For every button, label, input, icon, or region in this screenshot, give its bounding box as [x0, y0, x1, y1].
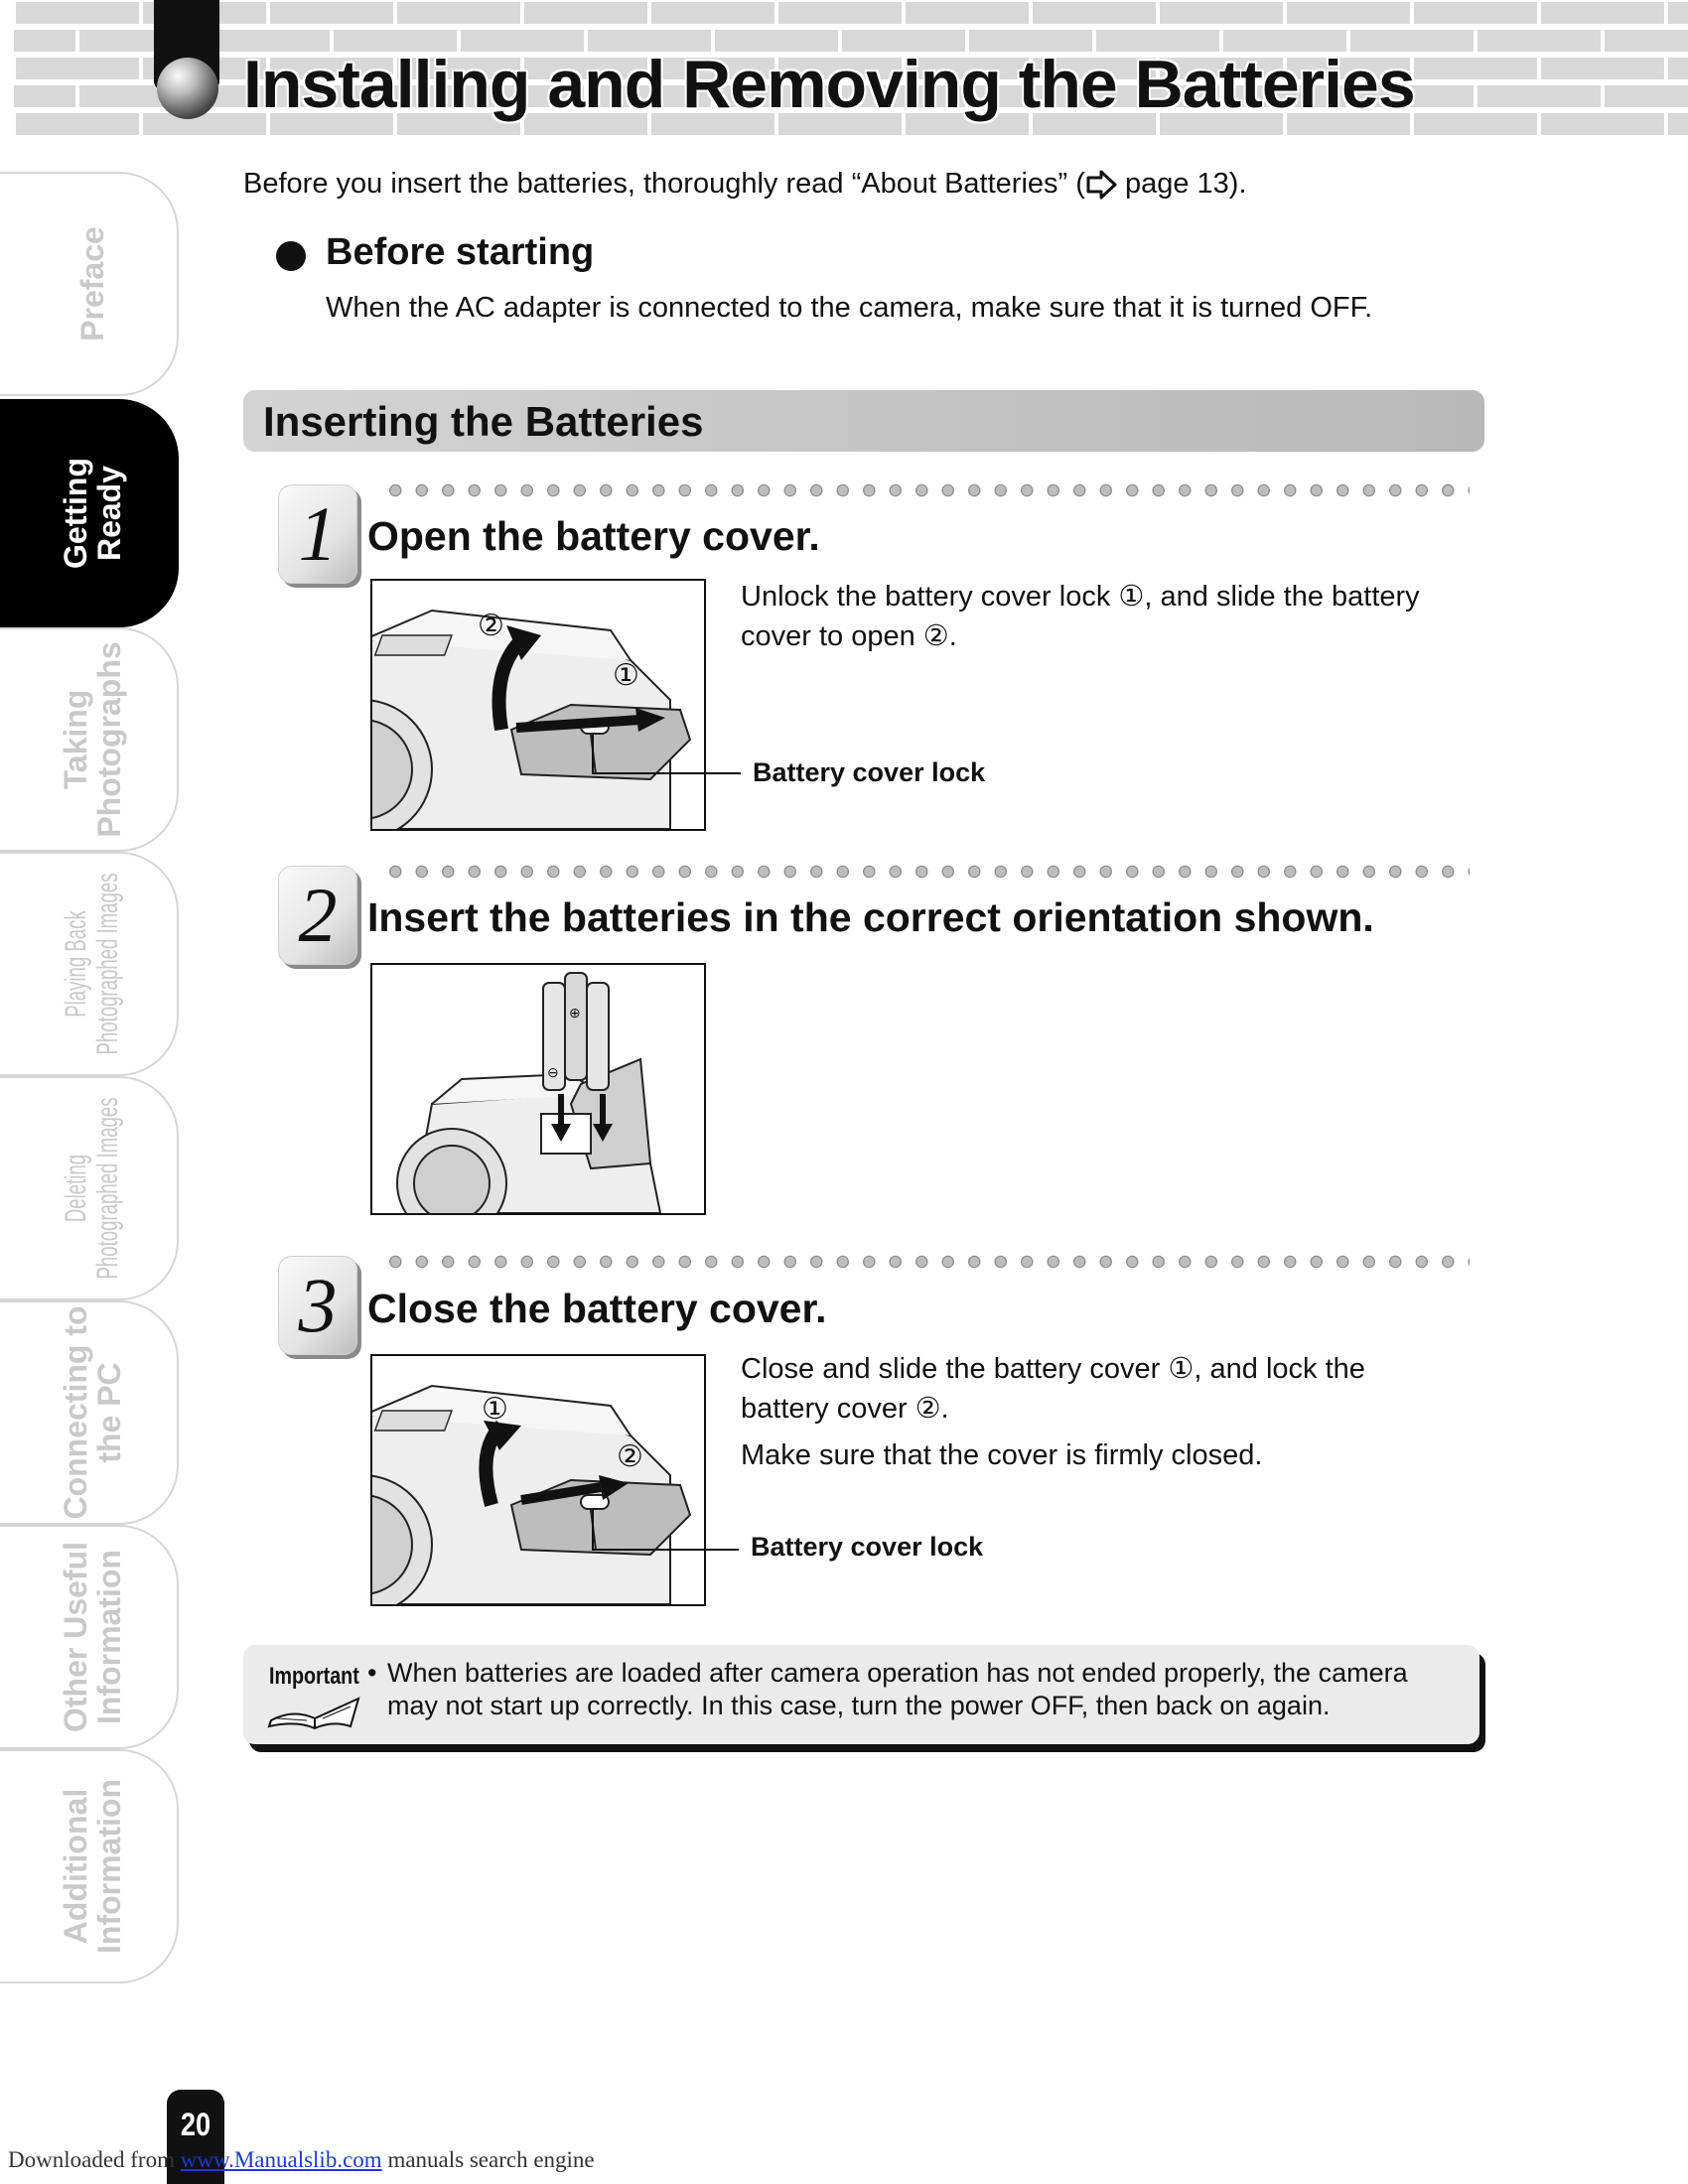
important-line: When batteries are loaded after camera operation has not ended properly, the camera	[387, 1658, 1408, 1688]
step-number-badge	[278, 1256, 357, 1355]
dotted-divider	[382, 865, 1470, 879]
battery-cover-lock-label: Battery cover lock	[753, 757, 986, 787]
battery-insert-illustration	[370, 963, 706, 1215]
marker-label: ①	[482, 1393, 508, 1426]
section-heading: Inserting the Batteries	[263, 398, 704, 445]
marker-label: ②	[478, 610, 504, 642]
side-tab-connecting-pc[interactable]	[0, 1300, 179, 1525]
before-starting-text: When the AC adapter is connected to the camera, make sure that it is turned OFF.	[326, 292, 1373, 324]
battery-cover-lock-label: Battery cover lock	[751, 1532, 984, 1562]
step-number-badge	[278, 866, 357, 965]
step-instruction: cover to open ②.	[741, 620, 957, 652]
page-number: 20	[180, 2107, 211, 2142]
open-book-icon	[267, 1691, 362, 1730]
side-tab-label: Additional Information	[58, 1779, 127, 1954]
camera-close-cover-illustration	[370, 1354, 706, 1606]
manualslib-link[interactable]: www.Manualslib.com	[180, 2147, 382, 2172]
important-text	[387, 1657, 1408, 1722]
step-note: Make sure that the cover is firmly closed.	[741, 1439, 1263, 1471]
callout-line	[592, 1509, 594, 1551]
step-number: 3	[298, 1262, 338, 1348]
important-label: Important	[269, 1663, 359, 1690]
side-tab-getting-ready[interactable]	[0, 399, 179, 627]
bullet-icon: •	[367, 1658, 377, 1688]
marker-label: ②	[617, 1440, 643, 1473]
arrow-right-outline-icon	[1085, 170, 1117, 200]
callout-line	[592, 772, 741, 774]
section-heading-band	[243, 390, 1484, 452]
title-ball-icon	[157, 58, 218, 119]
side-tab-label: Other Useful Information	[58, 1541, 127, 1733]
side-tab-playing-back[interactable]	[0, 852, 179, 1076]
side-tab-preface[interactable]	[0, 172, 179, 396]
footer-text: manuals search engine	[381, 2147, 595, 2172]
important-note	[243, 1645, 1479, 1744]
side-tab-label: Deleting Photographed Images	[60, 1097, 124, 1280]
callout-line	[592, 1549, 739, 1551]
step-title: Close the battery cover.	[367, 1286, 827, 1331]
important-line: may not start up correctly. In this case, turn the power OFF, then back on again.	[387, 1691, 1331, 1720]
step-number: 1	[298, 490, 338, 577]
side-tab-additional[interactable]	[0, 1749, 179, 1983]
side-tab-taking-photographs[interactable]	[0, 627, 179, 852]
minus-marker: ⊖	[547, 1064, 559, 1080]
step-title: Insert the batteries in the correct orientation shown.	[367, 894, 1374, 940]
bullet-icon	[276, 241, 306, 271]
camera-open-cover-illustration	[370, 579, 706, 831]
side-tab-label: Playing Back Photographed Images	[60, 873, 124, 1055]
side-tab-label: Connecting to the PC	[58, 1305, 127, 1520]
step-instruction: battery cover ②.	[741, 1393, 949, 1425]
dotted-divider	[382, 483, 1470, 497]
intro-paragraph: Before you insert the batteries, thoroughly read “About Batteries” ( page 13).	[243, 168, 1247, 200]
side-tab-deleting[interactable]	[0, 1076, 179, 1300]
step-instruction: Close and slide the battery cover ①, and lock the	[741, 1353, 1365, 1385]
side-tab-label: Preface	[74, 226, 110, 341]
side-tab-label: Taking Photographs	[58, 641, 127, 838]
step-title: Open the battery cover.	[367, 513, 820, 559]
download-footer	[8, 2147, 595, 2173]
step-number: 2	[298, 872, 338, 958]
page-title: Installing and Removing the Batteries	[243, 47, 1415, 122]
dotted-divider	[382, 1255, 1470, 1269]
side-tab-label: Getting Ready	[58, 458, 127, 569]
footer-text: Downloaded from	[8, 2147, 181, 2172]
side-tab-other-useful[interactable]	[0, 1525, 179, 1749]
callout-line	[592, 735, 594, 774]
plus-marker: ⊕	[569, 1005, 581, 1021]
marker-label: ①	[613, 659, 639, 692]
step-number-badge	[278, 484, 357, 584]
step-instruction: Unlock the battery cover lock ①, and slide the battery	[741, 581, 1420, 613]
before-starting-heading: Before starting	[326, 231, 595, 273]
